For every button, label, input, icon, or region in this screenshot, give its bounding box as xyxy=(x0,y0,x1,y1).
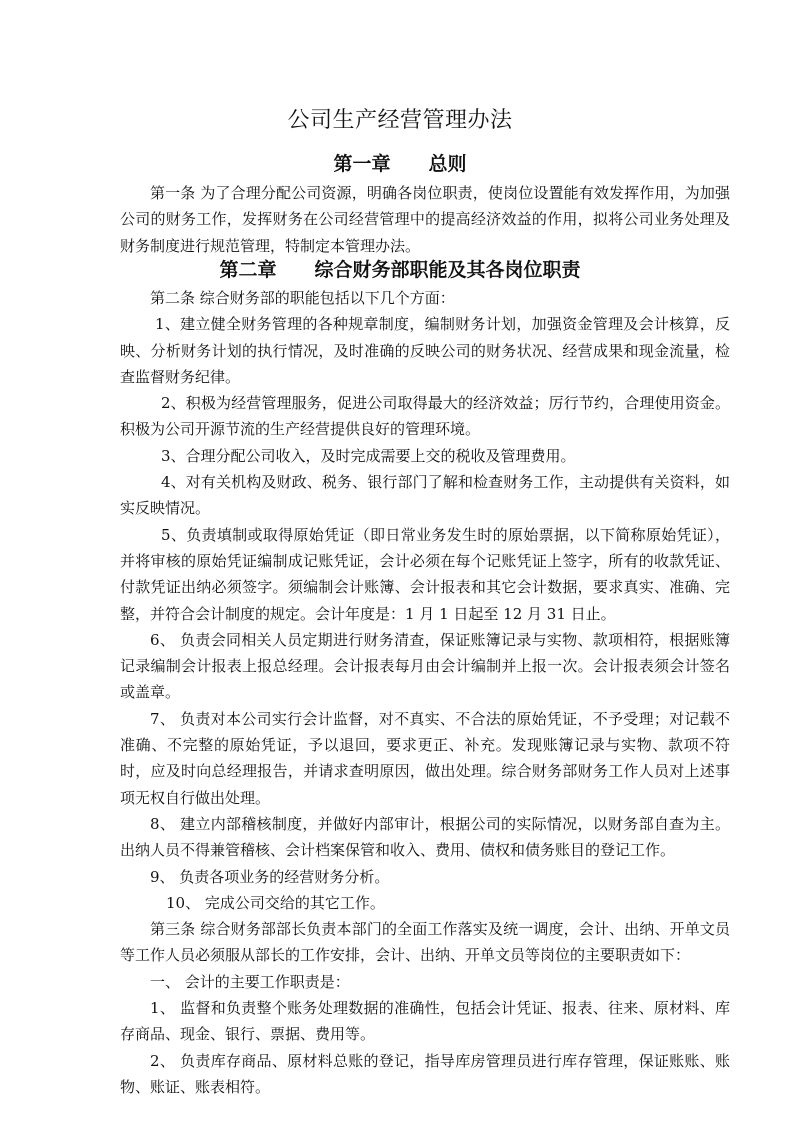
list-item-3: 3、合理分配公司收入，及时完成需要上交的税收及管理费用。 xyxy=(161,446,576,465)
list-item-9: 9、 负责各项业务的经营财务分析。 xyxy=(150,867,390,886)
chapter-1-body xyxy=(120,180,730,259)
list-item-10: 10、 完成公司交给的其它工作。 xyxy=(166,893,385,912)
list-item-2: 2、积极为经营管理服务，促进公司取得最大的经济效益；厉行节约，合理使用资金。积极为公司开源节流的生产经营提供良好的管理环境。 xyxy=(120,394,730,439)
list-item-6: 6、 负责会同相关人员定期进行财务清查，保证账簿记录与实物、款项相符，根据账簿记录编制会计报表上报总经理。会计报表每月由会计编制并上报一次。会计报表须会计签名或盖章。 xyxy=(120,630,730,702)
document-title: 公司生产经营管理办法 xyxy=(287,108,513,133)
article-2-paragraph: 第二条 综合财务部的职能包括以下几个方面： xyxy=(150,289,455,307)
chapter-1-heading: 第一章 总则 xyxy=(333,153,467,175)
chapter-2-heading: 第二章 综合财务部职能及其各岗位职责 xyxy=(219,259,581,281)
article-1-paragraph: 第一条 为了合理分配公司资源，明确各岗位职责，使岗位设置能有效发挥作用，为加强公司的财务工作，发挥财务在公司经营管理中的提高经济效益的作用，拟将公司业务处理及财务制度进行规范管理，特制定本管理办法。 xyxy=(120,184,730,255)
accountant-duty-1: 1、 监督和负责整个账务处理数据的准确性，包括会计凭证、报表、往来、原材料、库存商品、现金、银行、票据、费用等。 xyxy=(120,999,730,1044)
list-item-4: 4、对有关机构及财政、税务、银行部门了解和检查财务工作，主动提供有关资料，如实反映情况。 xyxy=(120,473,730,518)
article-3-paragraph: 第三条 综合财务部部长负责本部门的全面工作落实及统一调度，会计、出纳、开单文员等工作人员必须服从部长的工作安排，会计、出纳、开单文员等岗位的主要职责如下： xyxy=(120,920,730,965)
list-item-5: 5、负责填制或取得原始凭证（即日常业务发生时的原始票据，以下简称原始凭证），并将审核的原始凭证编制成记账凭证，会计必须在每个记账凭证上签字，所有的收款凭证、付款凭证出纳必须签字。须编制会计账簿、会计报表和其它会计数据，要求真实、准确、完整，并符合会计制度的规定。会计年度是：1 月 1 日起至 12 月 31 日止。 xyxy=(120,525,730,623)
accountant-duty-2: 2、 负责库存商品、原材料总账的登记，指导库房管理员进行库存管理，保证账账、账物、账证、账表相符。 xyxy=(120,1051,730,1096)
list-item-7: 7、 负责对本公司实行会计监督，对不真实、不合法的原始凭证，不予受理；对记载不准确、不完整的原始凭证，予以退回，要求更正、补充。发现账簿记录与实物、款项不符时，应及时向总经理报告，并请求查明原因，做出处理。综合财务部财务工作人员对上述事项无权自行做出处理。 xyxy=(120,709,730,807)
list-item-8: 8、 建立内部稽核制度，并做好内部审计，根据公司的实际情况，以财务部自查为主。出纳人员不得兼管稽核、会计档案保管和收入、费用、债权和债务账目的登记工作。 xyxy=(120,814,730,860)
chapter-2-body xyxy=(120,285,730,1100)
list-item-1: 1、建立健全财务管理的各种规章制度，编制财务计划，加强资金管理及会计核算，反映、分析财务计划的执行情况，及时准确的反映公司的财务状况、经营成果和现金流量，检查监督财务纪律。 xyxy=(120,315,730,386)
section-accountant-heading: 一、 会计的主要工作职责是： xyxy=(150,972,350,991)
